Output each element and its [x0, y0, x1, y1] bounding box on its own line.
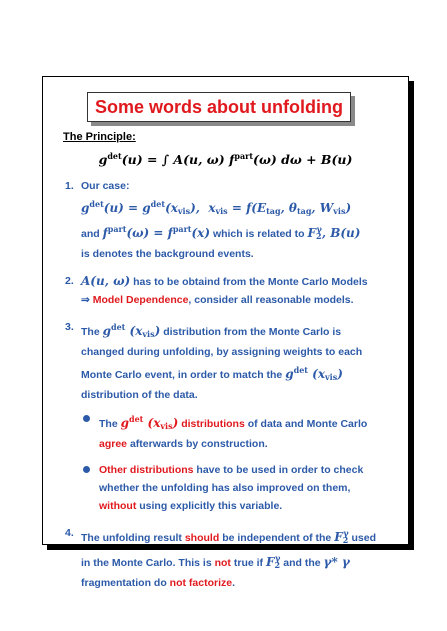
item-4-line-3: fragmentation do not factorize.: [81, 577, 236, 589]
item-2-line-1: A(u, ω) has to be obtaind from the Monte Carlo Models: [81, 274, 368, 288]
item-4: [65, 524, 395, 592]
slide-title: Some words about unfolding: [95, 97, 343, 117]
item-number: 4.: [65, 527, 74, 539]
item-list: [65, 177, 395, 601]
bullet-1-line-2: agree afterwards by construction.: [99, 438, 268, 450]
item-1-line-1: Our case:: [81, 180, 130, 192]
item-3-line-4: distribution of the data.: [81, 389, 198, 401]
item-number: 2.: [65, 275, 74, 287]
bullet-2-line-3: without using explicitly this variable.: [99, 500, 283, 512]
item-number: 1.: [65, 180, 74, 192]
bullet-2-line-2: whether the unfolding has also improved on them,: [99, 482, 351, 494]
item-4-line-1: The unfolding result should be independent of the $F_2^\gamma$ used: [81, 528, 377, 545]
item-2-line-2: ⇒ Model Dependence, consider all reasonable models.: [81, 294, 354, 306]
item-3-line-1: The $g^{det}$ $(x_{vis})$ distribution from the Monte Carlo is: [81, 322, 342, 339]
item-2: [65, 272, 395, 309]
bullet-dot: [83, 466, 90, 473]
main-equation: $g^{det}(u)$ = ∫ A(u, ω) $f^{part}(\omega) d\omega + B(u)$: [98, 151, 353, 167]
slide-frame: [42, 76, 409, 589]
title-box: [87, 92, 351, 122]
item-1: [65, 177, 395, 263]
bullet-dot: [83, 415, 90, 422]
item-1-equation: $g^{det}(u) = g^{det}(x_{vis})$, $x_{vis} = f(E_{tag}$, $\theta_{tag}$, $W_{vis}$): [81, 199, 352, 216]
item-number: 3.: [65, 321, 74, 333]
bullet-1: [81, 410, 395, 453]
item-1-line-4: is denotes the background events.: [81, 248, 254, 260]
item-4-line-2: in the Monte Carlo. This is not true if $F_2^\gamma$ and the γ* γ: [81, 553, 350, 570]
principle-heading: The Principle:: [63, 131, 136, 143]
item-3: [65, 318, 395, 515]
item-1-line-3: and $f^{part}(\omega) = f^{part}(x)$ which is related to $F_2^\gamma$, B(u): [81, 224, 361, 241]
bullet-2: [81, 461, 395, 515]
item-3-line-3: Monte Carlo event, in order to match the $g^{det}$ $(x_{vis})$: [81, 365, 343, 382]
bullet-2-line-1: Other distributions have to be used in order to check: [99, 464, 364, 476]
item-3-line-2: changed during unfolding, by assigning weights to each: [81, 346, 363, 358]
bullet-1-line-1: The $g^{det}$ $(x_{vis})$ distributions of data and Monte Carlo: [99, 414, 368, 431]
